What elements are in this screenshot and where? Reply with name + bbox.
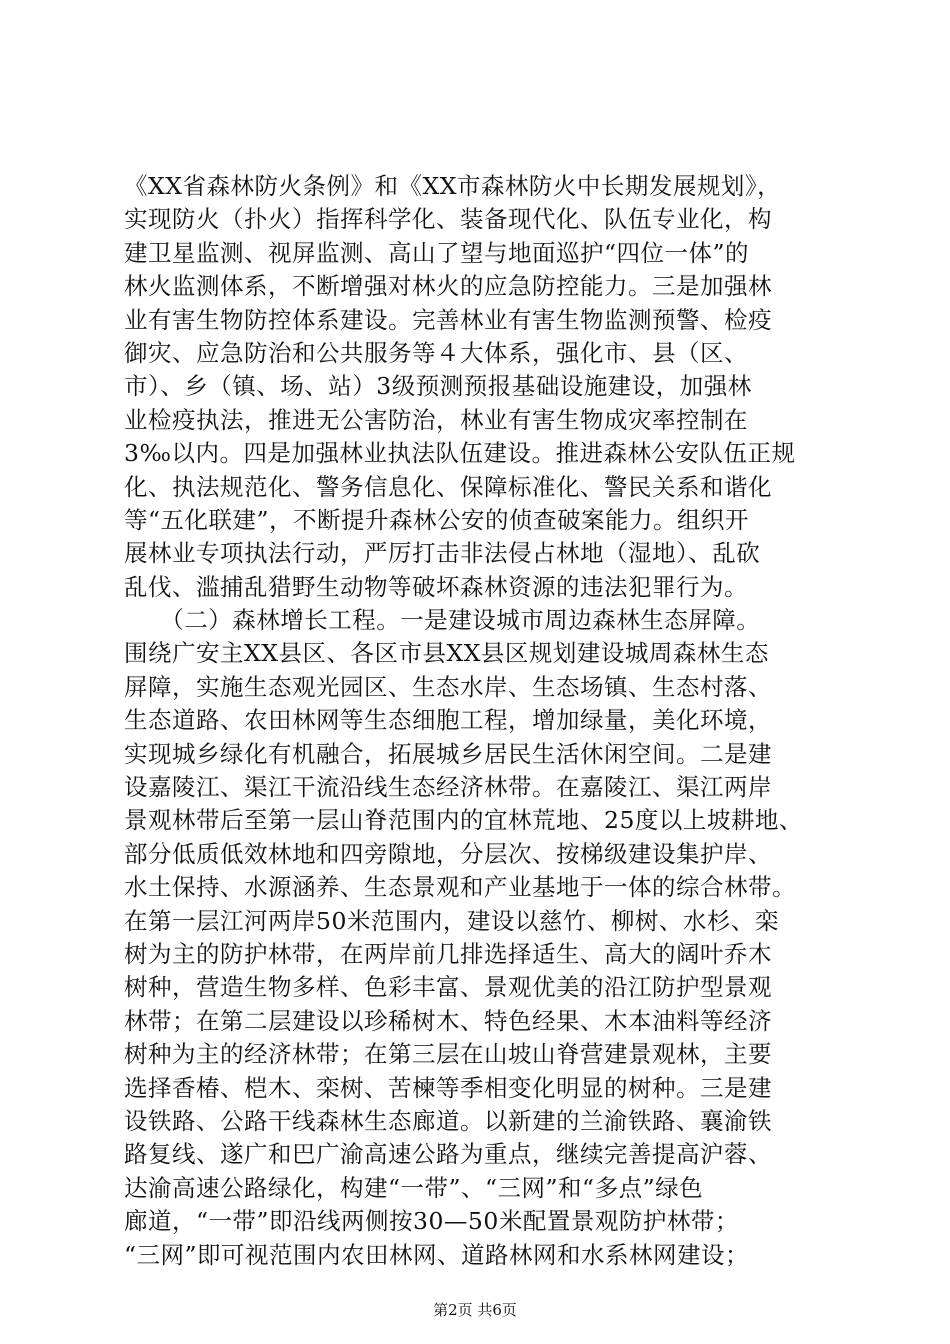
text-line: “三网”即可视范围内农田林网、道路林网和水系林网建设； <box>124 1240 750 1269</box>
text-line: 展林业专项执法行动，严厉打击非法侵占林地（湿地）、乱砍 <box>124 539 761 568</box>
text-line: 实现防火（扑火）指挥科学化、装备现代化、队伍专业化，构 <box>124 205 772 234</box>
text-line: 屏障，实施生态观光园区、生态水岸、生态场镇、生态村落、 <box>124 672 772 701</box>
text-line: 树种为主的经济林带；在第三层在山坡山脊营建景观林，主要 <box>124 1040 772 1069</box>
text-line: 御灾、应急防治和公共服务等４大体系，强化市、县（区、 <box>124 338 748 367</box>
text-line: 业有害生物防控体系建设。完善林业有害生物监测预警、检疫 <box>124 305 772 334</box>
text-line: 林带；在第二层建设以珍稀树木、特色经果、木本油料等经济 <box>124 1006 772 1035</box>
text-line: 林火监测体系，不断增强对林火的应急防控能力。三是加强林 <box>124 272 772 301</box>
text-line: （二）森林增长工程。一是建设城市周边森林生态屏障。 <box>124 606 761 635</box>
page-footer <box>0 1300 950 1320</box>
text-line: 景观林带后至第一层山脊范围内的宜林荒地、25度以上坡耕地、 <box>124 806 803 835</box>
text-line: 业检疫执法，推进无公害防治，林业有害生物成灾率控制在 <box>124 405 748 434</box>
body-text <box>124 170 836 1272</box>
text-line: 在第一层江河两岸50米范围内，建设以慈竹、柳树、水杉、栾 <box>124 906 779 935</box>
text-line: 水土保持、水源涵养、生态景观和产业基地于一体的综合林带。 <box>124 873 796 902</box>
text-line: 3‰以内。四是加强林业执法队伍建设。推进森林公安队伍正规 <box>124 439 796 468</box>
text-line: 树为主的防护林带，在两岸前几排选择适生、高大的阔叶乔木 <box>124 939 772 968</box>
text-line: 廊道，“一带”即沿线两侧按30—50米配置景观防护林带； <box>124 1207 739 1236</box>
text-line: 围绕广安主XX县区、各区市县XX县区规划建设城周森林生态 <box>124 639 769 668</box>
text-line: 树种，营造生物多样、色彩丰富、景观优美的沿江防护型景观 <box>124 973 772 1002</box>
text-line: 部分低质低效林地和四旁隙地，分层次、按梯级建设集护岸、 <box>124 839 772 868</box>
text-line: 化、执法规范化、警务信息化、保障标准化、警民关系和谐化 <box>124 472 772 501</box>
text-line: 等“五化联建”，不断提升森林公安的侦查破案能力。组织开 <box>124 505 750 534</box>
text-line: 选择香椿、桤木、栾树、苦楝等季相变化明显的树种。三是建 <box>124 1073 772 1102</box>
text-line: 建卫星监测、视屏监测、高山了望与地面巡护“四位一体”的 <box>124 238 750 267</box>
page-number: 第2页 共6页 <box>433 1301 517 1319</box>
text-line: 达渝高速公路绿化，构建“一带”、“三网”和“多点”绿色 <box>124 1173 704 1202</box>
text-line: 设铁路、公路干线森林生态廊道。以新建的兰渝铁路、襄渝铁 <box>124 1106 772 1135</box>
text-line: 乱伐、滥捕乱猎野生动物等破坏森林资源的违法犯罪行为。 <box>124 572 748 601</box>
text-line: 设嘉陵江、渠江干流沿线生态经济林带。在嘉陵江、渠江两岸 <box>124 773 772 802</box>
text-line: 生态道路、农田林网等生态细胞工程，增加绿量，美化环境， <box>124 706 772 735</box>
text-line: 《XX省森林防火条例》和《XX市森林防火中长期发展规划》， <box>124 172 782 200</box>
text-line: 路复线、遂广和巴广渝高速公路为重点，继续完善提高沪蓉、 <box>124 1140 772 1169</box>
text-line: 实现城乡绿化有机融合，拓展城乡居民生活休闲空间。二是建 <box>124 739 772 768</box>
text-line: 市）、乡（镇、场、站）3级预测预报基础设施建设，加强林 <box>124 372 752 401</box>
